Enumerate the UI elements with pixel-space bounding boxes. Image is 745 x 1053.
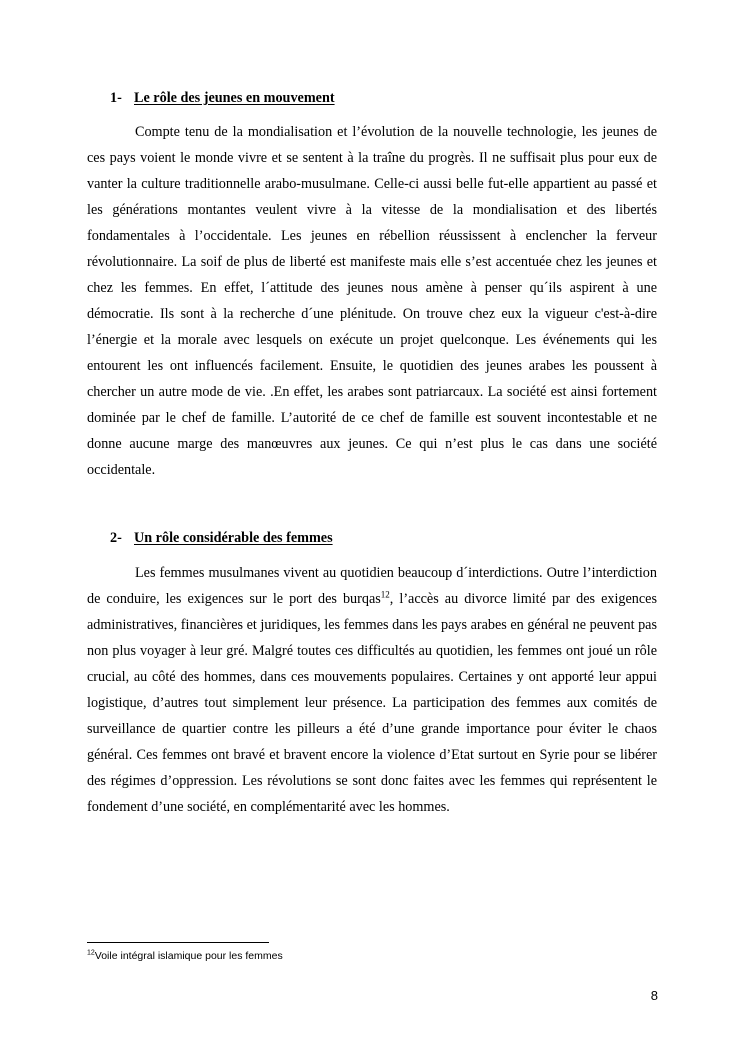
page-number: 8 [650, 988, 658, 1003]
section-1-title: Le rôle des jeunes en mouvement [134, 90, 335, 106]
section-2-title: Un rôle considérable des femmes [134, 530, 333, 546]
section-2-number: 2- [110, 530, 122, 546]
section-2-paragraph [87, 560, 657, 820]
footnote [87, 949, 283, 963]
footnote-separator [87, 942, 269, 943]
footnote-reference[interactable]: 12 [380, 589, 390, 600]
section-2-text-end: , l’accès au divorce limité par des exigences administratives, financières et juridiques, les femmes dans les pays arabes en général ne peuvent pas non plus voyager à leur gré. Malgré toutes ces difficultés au quotidien, les femmes ont joué un rôle crucial, au côté des hommes, dans ces mouvements populaires. Certaines y ont apporté leur appui logistique, d’autres tout simplement leur présence. La participation des femmes aux comités de surveillance de quartier contre les pilleurs a été d’une grande importance pour éviter le chaos général. Ces femmes ont bravé et bravent encore la violence d’Etat surtout en Syrie pour se libérer des régimes d’oppression. Les révolutions se sont donc faites avec les femmes qui représentent le fondement d’une société, en complémentarité avec les hommes. [87, 591, 657, 815]
section-1-paragraph: Compte tenu de la mondialisation et l’évolution de la nouvelle technologie, les jeunes de ces pays voient le monde vivre et se sentent à la traîne du progrès. Il ne suffisait plus pour eux de vanter la culture traditionnelle arabo-musulmane. Celle-ci aussi belle fut-elle appartient au passé et les générations montantes veulent vivre à la vitesse de la mondialisation et des libertés fondamentales à l’occidentale. Les jeunes en rébellion réussissent à enclencher la ferveur révolutionnaire. La soif de plus de liberté est manifeste mais elle s’est accentuée chez les jeunes et chez les femmes. En effet, l´attitude des jeunes nous amène à penser qu´ils aspirent à une démocratie. Ils sont à la recherche d´une plénitude. On trouve chez eux la vigueur c'est-à-dire l’énergie et la morale avec lesquels on exécute un projet quelconque. Les événements qui les entourent les ont influencés facilement. Ensuite, le quotidien des jeunes arabes les poussent à chercher un autre mode de vie. .En effet, les arabes sont patriarcaux. La société est ainsi fortement dominée par le chef de famille. L’autorité de ce chef de famille est souvent incontestable et ne donne aucune marge des manœuvres aux jeunes. Ce qui n’est plus le cas dans une société occidentale. [87, 124, 657, 478]
section-2-heading [110, 529, 333, 547]
section-1-heading [110, 89, 335, 107]
section-2-text-start: Les femmes musulmanes vivent au quotidien beaucoup d´interdictions. Outre l’interdiction de conduire, les exigences sur le port des burqas [87, 565, 657, 607]
footnote-number: 12 [87, 949, 95, 957]
section-1-number: 1- [110, 90, 122, 106]
footnote-text: Voile intégral islamique pour les femmes [94, 950, 283, 962]
